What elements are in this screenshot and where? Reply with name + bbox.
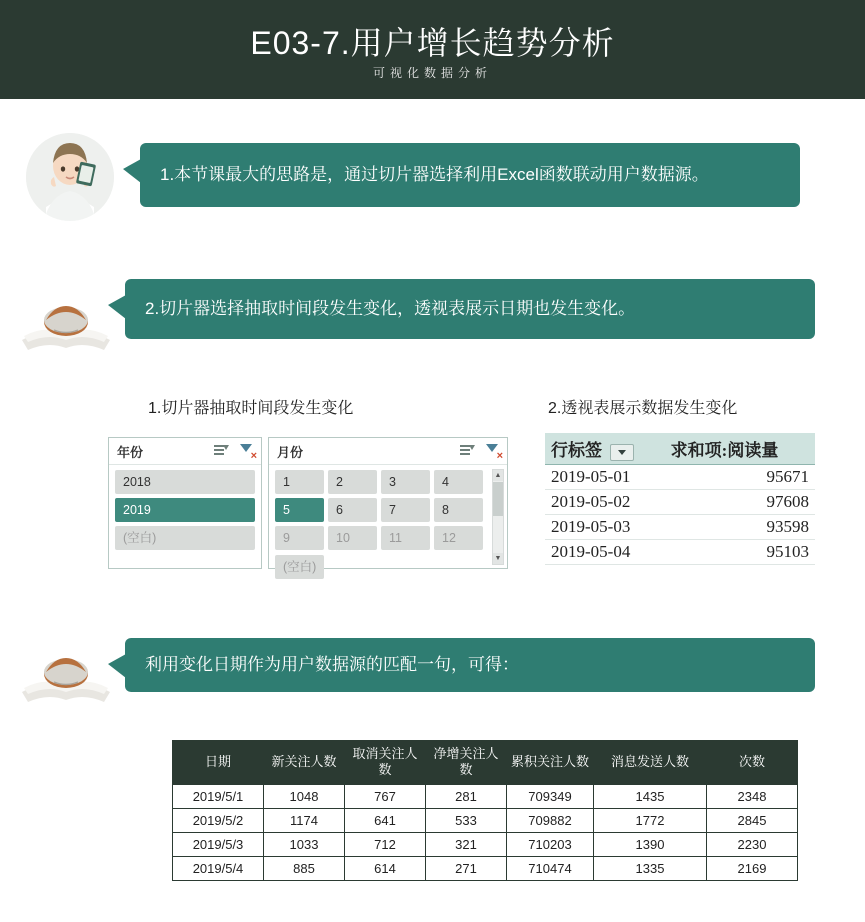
clear-filter-icon[interactable] bbox=[485, 442, 501, 458]
user-growth-table-body bbox=[173, 784, 798, 880]
clear-filter-icon[interactable] bbox=[239, 442, 255, 458]
cell-count: 2845 bbox=[707, 808, 798, 832]
slicer-month-item-2[interactable]: 2 bbox=[328, 470, 377, 494]
cell-unfollows: 614 bbox=[345, 856, 426, 880]
cell-date: 2019/5/1 bbox=[173, 784, 264, 808]
table-header-row bbox=[173, 741, 798, 785]
pivot-row-value: 97608 bbox=[665, 490, 815, 515]
slicer-month-item-11[interactable]: 11 bbox=[381, 526, 430, 550]
column-header-new-followers: 新关注人数 bbox=[264, 741, 345, 785]
page-title: E03-7.用户增长趋势分析 bbox=[250, 25, 615, 61]
pivot-row-label: 2019-05-02 bbox=[545, 490, 665, 515]
pivot-header-rowlabel bbox=[545, 433, 665, 465]
cell-count: 2169 bbox=[707, 856, 798, 880]
caption-slicer-section: 1.切片器抽取时间段发生变化 bbox=[148, 400, 354, 417]
pivot-header-rowlabel-text: 行标签 bbox=[551, 441, 602, 460]
chevron-down-icon[interactable] bbox=[610, 444, 634, 461]
column-header-message-senders: 消息发送人数 bbox=[594, 741, 707, 785]
open-book-icon bbox=[16, 286, 116, 358]
cell-date: 2019/5/3 bbox=[173, 832, 264, 856]
pivot-row-label: 2019-05-01 bbox=[545, 465, 665, 490]
slicer-month-item-6[interactable]: 6 bbox=[328, 498, 377, 522]
column-header-total-followers: 累积关注人数 bbox=[507, 741, 594, 785]
column-header-date: 日期 bbox=[173, 741, 264, 785]
callout-bubble-3-text: 利用变化日期作为用户数据源的匹配一句，可得： bbox=[145, 655, 519, 675]
slicer-month-item-1[interactable]: 1 bbox=[275, 470, 324, 494]
table-row bbox=[173, 856, 798, 880]
slicer-year-icons bbox=[213, 442, 255, 458]
slicer-month-item-9[interactable]: 9 bbox=[275, 526, 324, 550]
pivot-row-label: 2019-05-03 bbox=[545, 515, 665, 540]
slicer-month-item-5[interactable]: 5 bbox=[275, 498, 324, 522]
slicer-month-item-3[interactable]: 3 bbox=[381, 470, 430, 494]
slicer-month-scrollbar[interactable] bbox=[492, 469, 504, 565]
scroll-down-icon[interactable]: ▼ bbox=[494, 555, 502, 562]
slicer-month-item-blank[interactable]: (空白) bbox=[275, 555, 324, 579]
avatar-illustration-person bbox=[26, 133, 114, 221]
callout-bubble-1 bbox=[140, 143, 800, 207]
column-header-unfollows: 取消关注人数 bbox=[345, 741, 426, 785]
cell-net-followers: 533 bbox=[426, 808, 507, 832]
table-row bbox=[545, 490, 815, 515]
cell-new-followers: 885 bbox=[264, 856, 345, 880]
sort-icon[interactable] bbox=[459, 442, 475, 458]
table-row bbox=[545, 540, 815, 565]
cell-new-followers: 1033 bbox=[264, 832, 345, 856]
cell-new-followers: 1048 bbox=[264, 784, 345, 808]
cell-net-followers: 281 bbox=[426, 784, 507, 808]
slicer-month-item-12[interactable]: 12 bbox=[434, 526, 483, 550]
column-header-net-followers: 净增关注人数 bbox=[426, 741, 507, 785]
pivot-row-value: 95103 bbox=[665, 540, 815, 565]
slicer-month-grid bbox=[275, 470, 483, 550]
slicer-month-title: 月份 bbox=[277, 444, 304, 460]
scrollbar-thumb[interactable] bbox=[493, 482, 503, 516]
cell-total-followers: 709349 bbox=[507, 784, 594, 808]
person-avatar-icon bbox=[26, 133, 114, 221]
cell-message-senders: 1772 bbox=[594, 808, 707, 832]
caption-pivot-section: 2.透视表展示数据发生变化 bbox=[548, 400, 738, 417]
slicer-month-item-10[interactable]: 10 bbox=[328, 526, 377, 550]
table-row bbox=[173, 832, 798, 856]
cell-unfollows: 641 bbox=[345, 808, 426, 832]
slicer-year-item-2019[interactable]: 2019 bbox=[115, 498, 255, 522]
scroll-up-icon[interactable]: ▲ bbox=[494, 472, 502, 479]
cell-net-followers: 271 bbox=[426, 856, 507, 880]
user-growth-table-head bbox=[173, 741, 798, 785]
slicer-year-body bbox=[109, 465, 261, 569]
cell-message-senders: 1390 bbox=[594, 832, 707, 856]
cell-message-senders: 1335 bbox=[594, 856, 707, 880]
pivot-table-grid bbox=[545, 433, 815, 565]
callout-bubble-3 bbox=[125, 638, 815, 692]
slicer-year[interactable] bbox=[108, 437, 262, 569]
open-book-icon bbox=[16, 638, 116, 710]
pivot-table bbox=[545, 433, 815, 565]
pivot-table-head bbox=[545, 433, 815, 465]
page-header bbox=[0, 0, 865, 99]
slicer-year-header bbox=[109, 438, 261, 465]
cell-message-senders: 1435 bbox=[594, 784, 707, 808]
slicer-month[interactable] bbox=[268, 437, 508, 574]
table-row bbox=[545, 515, 815, 540]
column-header-count: 次数 bbox=[707, 741, 798, 785]
sort-icon[interactable] bbox=[213, 442, 229, 458]
slicer-month-item-8[interactable]: 8 bbox=[434, 498, 483, 522]
pivot-header-row bbox=[545, 433, 815, 465]
pivot-header-value: 求和项:阅读量 bbox=[665, 433, 815, 465]
pivot-row-label: 2019-05-04 bbox=[545, 540, 665, 565]
cell-total-followers: 709882 bbox=[507, 808, 594, 832]
cell-date: 2019/5/2 bbox=[173, 808, 264, 832]
cell-count: 2348 bbox=[707, 784, 798, 808]
slicer-month-header bbox=[269, 438, 507, 465]
table-row bbox=[173, 784, 798, 808]
callout-bubble-2-text: 2.切片器选择抽取时间段发生变化，透视表展示日期也发生变化。 bbox=[145, 299, 636, 319]
page-subtitle: 可视化数据分析 bbox=[372, 66, 492, 80]
table-row bbox=[173, 808, 798, 832]
slicer-month-body bbox=[269, 465, 507, 574]
slicer-month-item-4[interactable]: 4 bbox=[434, 470, 483, 494]
cell-net-followers: 321 bbox=[426, 832, 507, 856]
cell-unfollows: 767 bbox=[345, 784, 426, 808]
callout-bubble-2 bbox=[125, 279, 815, 339]
cell-count: 2230 bbox=[707, 832, 798, 856]
book-illustration-2 bbox=[16, 286, 116, 358]
book-illustration-3 bbox=[16, 638, 116, 710]
pivot-row-value: 95671 bbox=[665, 465, 815, 490]
table-row bbox=[545, 465, 815, 490]
pivot-row-value: 93598 bbox=[665, 515, 815, 540]
cell-date: 2019/5/4 bbox=[173, 856, 264, 880]
slicer-month-item-7[interactable]: 7 bbox=[381, 498, 430, 522]
slicer-year-title: 年份 bbox=[117, 444, 144, 460]
callout-bubble-1-text: 1.本节课最大的思路是，通过切片器选择利用Excel函数联动用户数据源。 bbox=[160, 165, 709, 185]
cell-unfollows: 712 bbox=[345, 832, 426, 856]
cell-total-followers: 710474 bbox=[507, 856, 594, 880]
slicer-year-item-2018[interactable]: 2018 bbox=[115, 470, 255, 494]
user-growth-table bbox=[172, 740, 798, 881]
cell-total-followers: 710203 bbox=[507, 832, 594, 856]
cell-new-followers: 1174 bbox=[264, 808, 345, 832]
pivot-table-body bbox=[545, 465, 815, 565]
slicer-year-item-blank[interactable]: (空白) bbox=[115, 526, 255, 550]
slicer-month-icons bbox=[459, 442, 501, 458]
